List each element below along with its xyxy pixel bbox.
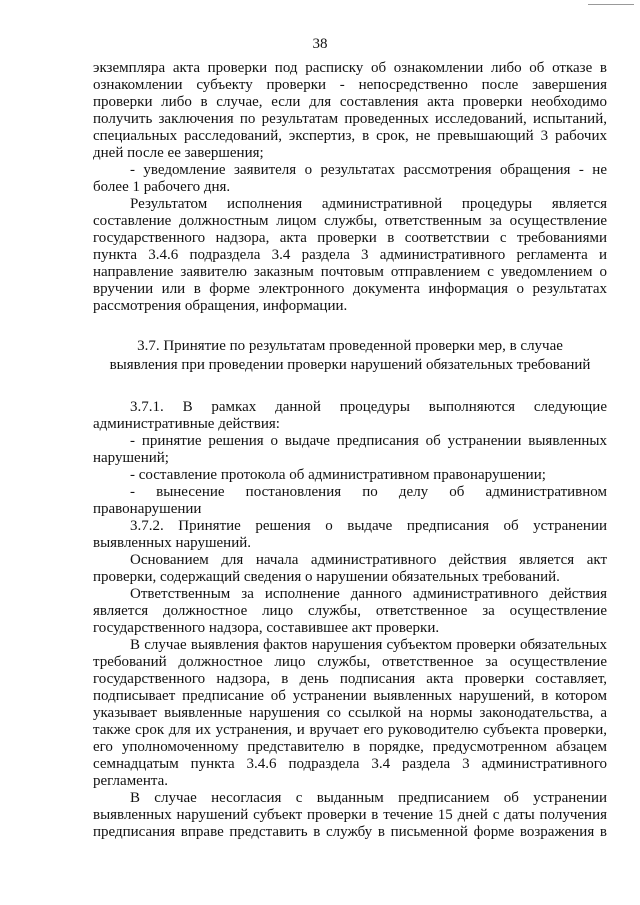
paragraph: Ответственным за исполнение данного административного действия является должностное лицо службы, ответственное за осуществление государственного надзора, составившее акт проверки.: [93, 586, 607, 636]
list-item: - уведомление заявителя о результатах рассмотрения обращения - не более 1 рабочего дня.: [93, 162, 607, 195]
paragraph: 3.7.2. Принятие решения о выдаче предписания об устранении выявленных нарушений.: [93, 518, 607, 551]
paragraph: Результатом исполнения административной процедуры является составление должностным лицом службы, ответственным за осуществление государственного надзора, акта проверки в соответствии с требованиями пункта 3.4.6 подраздела 3.4 раздела 3 административного регламента и направление заявителю заказным почтовым отправлением с уведомлением о вручении или в форме электронного документа информация о результатах рассмотрения обращения, информации.: [93, 196, 607, 314]
section-heading: [93, 337, 607, 375]
paragraph: В случае выявления фактов нарушения субъектом проверки обязательных требований должностное лицо службы, ответственное за осуществление государственного надзора, в день подписания акта проверки составляет, подписывает предписание об устранении выявленных нарушений, в котором указывает выявленные нарушения со ссылкой на нормы законодательства, а также срок для их устранения, и вручает его руководителю субъекта проверки, его уполномоченному представителю в порядке, предусмотренном абзацем семнадцатым пункта 3.4.6 подраздела 3.4 раздела 3 административного регламента.: [93, 637, 607, 789]
top-edge-line: [588, 4, 634, 5]
paragraph: 3.7.1. В рамках данной процедуры выполняются следующие административные действия:: [93, 399, 607, 432]
section-heading-line: выявления при проведении проверки нарушений обязательных требований: [109, 357, 591, 373]
section-heading-line: 3.7. Принятие по результатам проведенной проверки мер, в случае: [137, 338, 563, 354]
paragraph: В случае несогласия с выданным предписанием об устранении выявленных нарушений субъект проверки в течение 15 дней с даты получения предписания вправе представить в службу в письменной форме возражения в: [93, 790, 607, 840]
list-item: - принятие решения о выдаче предписания об устранении выявленных нарушений;: [93, 433, 607, 466]
list-item: - вынесение постановления по делу об административном правонарушении: [93, 484, 607, 517]
page-body: [93, 60, 607, 841]
list-item: - составление протокола об административном правонарушении;: [130, 467, 546, 483]
page-number: 38: [312, 36, 328, 52]
paragraph: экземпляра акта проверки под расписку об ознакомлении либо об отказе в ознакомлении субъекту проверки - непосредственно после завершения проверки либо в случае, если для составления акта проверки необходимо получить заключения по результатам проведенных исследований, испытаний, специальных расследований, экспертиз, в срок, не превышающий 3 рабочих дней после ее завершения;: [93, 60, 607, 161]
paragraph: Основанием для начала административного действия является акт проверки, содержащий сведения о нарушении обязательных требований.: [93, 552, 607, 585]
